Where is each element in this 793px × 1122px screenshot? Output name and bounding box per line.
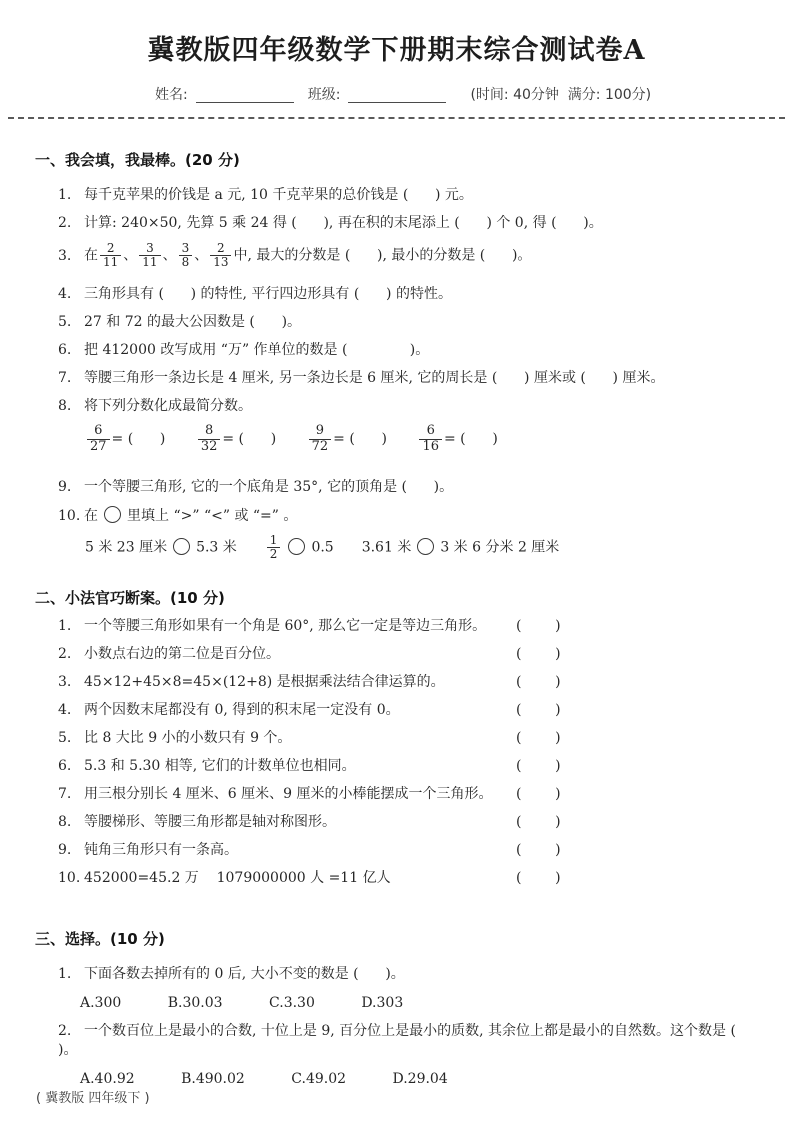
statement-text: 比 8 大比 9 小的小数只有 9 个。 (84, 730, 292, 747)
fraction: $\frac{2}{11}$ (100, 242, 121, 269)
fraction: $\frac{1}{2}$ (267, 534, 281, 561)
page-title: 冀教版四年级数学下册期末综合测试卷A (147, 35, 646, 66)
equals-blank: = ( ) (111, 431, 166, 448)
question-number: 7. (58, 370, 72, 387)
comparison-circle-icon (417, 538, 434, 555)
question-s1-8 (58, 397, 781, 416)
option-d: D.303 (361, 995, 404, 1012)
question-number: 8. (58, 398, 72, 415)
question-text: 中, 最大的分数是 ( ), 最小的分数是 ( )。 (233, 247, 532, 264)
judge-item-5 (58, 729, 793, 748)
compare-left: 5 米 23 厘米 (85, 539, 168, 556)
section2-heading: 二、小法官巧断案。(10 分) (35, 589, 225, 608)
question-s3-2 (58, 1022, 781, 1060)
judge-item-1 (58, 617, 793, 636)
answer-blank: ( ) (516, 730, 562, 747)
question-number: 5. (58, 730, 72, 747)
answer-blank: ( ) (516, 618, 562, 635)
answer-blank: ( ) (516, 702, 562, 719)
question-number: 10. (58, 870, 81, 887)
question-text: 下面各数去掉所有的 0 后, 大小不变的数是 ( )。 (84, 966, 405, 983)
question-s1-5 (58, 313, 781, 332)
simplify-fractions-row (85, 424, 793, 454)
question-number: 8. (58, 814, 72, 831)
answer-blank: ( ) (516, 758, 562, 775)
fraction-equation (85, 423, 166, 454)
question-s1-2 (58, 214, 781, 233)
fraction-equation (196, 423, 277, 454)
fraction-equation (307, 423, 387, 454)
answer-blank: ( ) (516, 646, 562, 663)
section3-heading: 三、选择。(10 分) (35, 930, 165, 949)
question-number: 9. (58, 842, 72, 859)
judge-item-10 (58, 869, 793, 888)
question-text: 27 和 72 的最大公因数是 ( )。 (84, 314, 302, 331)
option-d: D.29.04 (392, 1071, 448, 1088)
answer-blank: ( ) (516, 786, 562, 803)
judge-item-3 (58, 673, 793, 692)
equals-blank: = ( ) (333, 431, 387, 448)
option-b: B.30.03 (167, 995, 223, 1012)
judge-item-4 (58, 701, 793, 720)
equals-blank: = ( ) (443, 431, 498, 448)
question-number: 9. (58, 478, 72, 495)
statement-text: 452000=45.2 万 1079000000 人 =11 亿人 (84, 870, 391, 887)
question-number: 2. (58, 646, 72, 663)
fraction: $\frac{3}{8}$ (179, 242, 193, 269)
answer-blank: ( ) (516, 814, 562, 831)
question-number: 1. (58, 966, 72, 983)
question-number: 5. (58, 314, 72, 331)
question-text: 计算: 240×50, 先算 5 乘 24 得 ( ), 再在积的末尾添上 ( ) 个 0, 得 ( )。 (84, 215, 603, 231)
compare-right: 0.5 (311, 539, 334, 556)
question-text: 一个数百位上是最小的合数, 十位上是 9, 百分位上是最小的质数, 其余位上都是最小的自然数。这个数是 ( )。 (58, 1023, 763, 1059)
answer-blank: ( ) (516, 674, 562, 691)
separator: 、 (194, 247, 209, 264)
page-footer: ( 冀教版 四年级下 ) (36, 1091, 150, 1106)
question-text: 每千克苹果的价钱是 a 元, 10 千克苹果的总价钱是 ( ) 元。 (84, 187, 473, 203)
question-number: 2. (58, 215, 72, 231)
question-text: 把 412000 改写成用 “万” 作单位的数是 ( )。 (84, 342, 430, 359)
judge-item-8 (58, 813, 793, 832)
option-a: A.300 (80, 995, 122, 1012)
statement-text: 等腰梯形、等腰三角形都是轴对称图形。 (84, 814, 336, 831)
statement-text: 用三根分别长 4 厘米、6 厘米、9 厘米的小棒能摆成一个三角形。 (84, 786, 493, 803)
statement-text: 45×12+45×8=45×(12+8) 是根据乘法结合律运算的。 (84, 674, 445, 691)
fraction-equation (417, 423, 498, 454)
compare-left: 3.61 米 (361, 539, 412, 556)
question-s1-1 (58, 186, 781, 205)
comparison-circle-icon (288, 538, 305, 555)
question-text: 等腰三角形一条边长是 4 厘米, 另一条边长是 6 厘米, 它的周长是 ( ) 厘米或 ( ) 厘米。 (84, 370, 665, 387)
options-row (80, 1070, 793, 1089)
compare-right: 5.3 米 (196, 539, 237, 556)
question-number: 3. (58, 247, 72, 264)
fraction: $\frac{9}{72}$ (309, 424, 332, 454)
statement-text: 一个等腰三角形如果有一个角是 60°, 那么它一定是等边三角形。 (84, 618, 487, 635)
fraction: $\frac{2}{13}$ (210, 242, 231, 269)
option-a: A.40.92 (80, 1071, 135, 1088)
class-blank-line (348, 87, 446, 103)
question-text: 在 (84, 247, 98, 264)
fraction: $\frac{6}{16}$ (419, 424, 442, 454)
option-c: C.3.30 (269, 995, 315, 1012)
class-label: 班级: (307, 87, 341, 103)
statement-text: 两个因数末尾都没有 0, 得到的积末尾一定没有 0。 (84, 702, 400, 719)
question-s3-1 (58, 965, 781, 984)
name-blank-line (196, 87, 294, 103)
time-score-info: (时间: 40分钟 满分: 100分) (470, 87, 652, 103)
option-c: C.49.02 (291, 1071, 347, 1088)
compare-right: 3 米 6 分米 2 厘米 (440, 539, 560, 556)
question-number: 6. (58, 342, 72, 359)
judge-item-2 (58, 645, 793, 664)
section1-heading: 一、我会填，我最棒。(20 分) (35, 151, 240, 169)
question-s1-10 (58, 506, 781, 526)
answer-blank: ( ) (516, 842, 562, 859)
fraction: $\frac{8}{32}$ (198, 424, 221, 454)
statement-text: 小数点右边的第二位是百分位。 (84, 646, 280, 663)
question-s1-9 (58, 478, 781, 497)
comparison-circle-icon (173, 538, 190, 555)
judge-item-6 (58, 757, 793, 776)
question-s1-4 (58, 285, 781, 304)
question-s1-3 (58, 242, 781, 269)
name-label: 姓名: (155, 87, 188, 103)
question-text: 一个等腰三角形, 它的一个底角是 35°, 它的顶角是 ( )。 (84, 478, 454, 495)
judge-item-7 (58, 785, 793, 804)
answer-blank: ( ) (516, 870, 562, 887)
fraction: $\frac{3}{11}$ (139, 242, 160, 269)
question-text: 三角形具有 ( ) 的特性, 平行四边形具有 ( ) 的特性。 (84, 286, 452, 303)
options-row (80, 994, 793, 1013)
question-number: 6. (58, 758, 72, 775)
fraction: $\frac{6}{27}$ (87, 424, 110, 454)
equals-blank: = ( ) (222, 431, 277, 448)
statement-text: 5.3 和 5.30 相等, 它们的计数单位也相同。 (84, 758, 356, 775)
statement-text: 钝角三角形只有一条高。 (84, 842, 238, 859)
dashed-divider (8, 117, 785, 119)
question-number: 3. (58, 674, 72, 691)
question-number: 4. (58, 702, 72, 719)
question-text: 将下列分数化成最简分数。 (84, 398, 252, 415)
separator: 、 (162, 247, 177, 264)
question-s1-6 (58, 341, 781, 360)
question-number: 4. (58, 286, 72, 303)
question-number: 1. (58, 618, 72, 635)
question-text: 里填上 “>” “<” 或 “=” 。 (127, 507, 298, 524)
student-info-row (0, 84, 793, 104)
comparison-row (85, 534, 793, 561)
comparison-circle-icon (104, 506, 121, 523)
judge-item-9 (58, 841, 793, 860)
question-text: 在 (84, 507, 98, 524)
question-number: 10. (58, 507, 81, 524)
separator: 、 (123, 247, 138, 264)
question-number: 1. (58, 187, 72, 203)
question-number: 7. (58, 786, 72, 803)
question-s1-7 (58, 369, 781, 388)
option-b: B.490.02 (181, 1071, 245, 1088)
question-number: 2. (58, 1023, 72, 1040)
